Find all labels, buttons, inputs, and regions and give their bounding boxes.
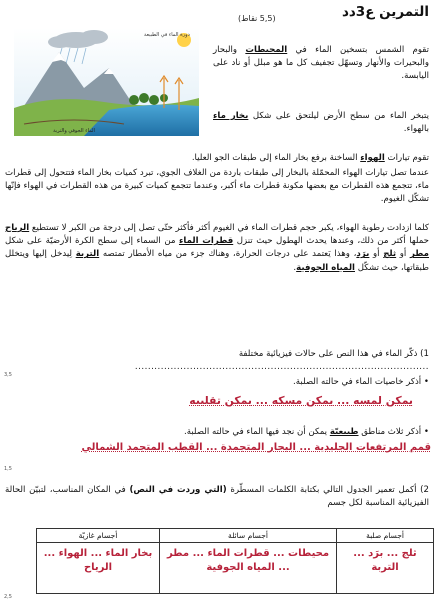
paragraph-4: عندما تصل تيارات الهواء المحمّلة بالبخار إلى طبقات باردة من الغلاف الجوي، تبرد كميات بخار الماء فتتحول إلى قطرات ماء، تتجمع هذه القطرات مع بعضها مكونة قطرات ماء أكبر، وعندما تتجمع كميات كبيرة من هذه القطرات في الهواء فإنّها تشكّل الغيوم. bbox=[5, 168, 429, 205]
water-cycle-illustration bbox=[14, 28, 199, 136]
answer-1a[interactable]: يمكن لمسه ... يمكن مسكه ... يمكن تقليبه bbox=[189, 394, 413, 407]
illustration-caption-bottom: الماء الجوفي والتربة bbox=[53, 128, 95, 134]
margin-score-2: 1,5 bbox=[4, 466, 12, 472]
header-solid: أجسام صلبة bbox=[337, 529, 434, 543]
exercise-points: (5,5 نقاط) bbox=[238, 14, 276, 23]
paragraph-1: تقوم الشمس بتسخين الماء في المحيطات والبحار والبحيرات والأنهار وتسهّل تجفيف كل ما هو مبلل أو ناد على اليابسة. bbox=[213, 45, 430, 82]
bullet-icon: • bbox=[421, 427, 429, 437]
exercise-title: التمرين ع3دد bbox=[341, 4, 429, 20]
margin-score-1: 3,5 bbox=[4, 372, 12, 378]
cell-solid[interactable]: ثلج ... برَد ... التربة bbox=[337, 543, 434, 594]
question-1-dotted-line: ........................................................................................... bbox=[134, 362, 429, 372]
answer-1b[interactable]: قمم المرتفعات الجليدية ... البحار المتجمدة ... القطب المتجمد الشمالي bbox=[81, 442, 431, 453]
margin-score-3: 2,5 bbox=[4, 594, 12, 600]
paragraph-2: يتبخر الماء من سطح الأرض ليلتحق على شكل بخار ماء بالهواء. bbox=[213, 111, 429, 135]
paragraph-3: تقوم تيارات الهواء الساخنة برفع بخار الماء إلى طبقات الجو العليا. bbox=[191, 153, 429, 163]
header-gas: أجسام غازيّة bbox=[37, 529, 160, 543]
illustration-caption-top: دورة الماء في الطبيعة bbox=[144, 32, 190, 38]
cell-gas[interactable]: بخار الماء ... الهواء ... الرياح bbox=[37, 543, 160, 594]
question-2: 2) أكمل تعمير الجدول التالي بكتابة الكلمات المسطّرة (التي وردت في النص) في المكان المناسب، لتبيّن الحالة الفيزيائية المناسبة لكل جسم bbox=[5, 485, 429, 509]
header-liquid: أجسام سائلة bbox=[160, 529, 337, 543]
states-table bbox=[36, 528, 434, 594]
question-1b: • أذكر ثلاث مناطق طبيعيّة يمكن أن نجد فيها الماء في حالته الصلبة. bbox=[183, 427, 429, 437]
question-1: 1) ذكّر الماء في هذا النص على حالات فيزيائية مختلفة bbox=[238, 349, 429, 359]
cell-liquid[interactable]: محيطات ... قطرات الماء ... مطر ... المياه الجوفية bbox=[160, 543, 337, 594]
paragraph-5: كلما ازدادت رطوبة الهواء، يكبر حجم قطرات الماء في الغيوم أكثر فأكثر حتّى تصل إلى درجة من الكبر لا تستطيع الرياح حملها أكثر من ذلك، وعندها يحدث الهطول حيث تنزل قطرات الماء من السماء إلى سطح الكرة الأرضيّة على شكل مطر أو ثلج أو برَد، وهذا يَعتمد على درجات الحرارة، وهناك جزء من مياه الأمطار تمتصه التربة لِيدخل إليها ويتخلل طبقاتها، حيث تشكّل المياه الجوفية. bbox=[5, 223, 429, 273]
question-1a: • أذكر خاصيات الماء في حالته الصلبة. bbox=[293, 377, 429, 387]
bullet-icon: • bbox=[421, 377, 429, 387]
